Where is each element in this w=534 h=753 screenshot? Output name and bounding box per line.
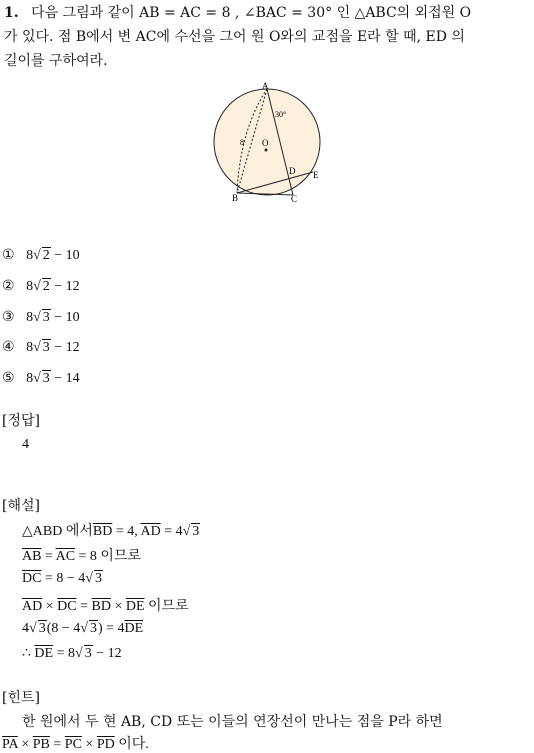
hint-heading: [힌트] [2,690,40,706]
label-o: O [262,138,269,148]
choice-2[interactable]: ② 8√ 2 − 12 [2,279,80,294]
question-line-1 [4,2,471,22]
choice-5[interactable]: ⑤ 8√ 3 − 14 [2,371,80,386]
center-point [265,149,268,152]
label-angle: 30° [275,110,287,119]
hint-line-2: $\overline{PA} \times \overline{PB} = \overline{PC} \times \overline{PD}$ 이다. [2,737,149,752]
answer-value: 4 [22,437,29,452]
label-b: B [232,193,239,203]
label-a: A [262,81,269,91]
question-line-2: 가 있다. 점 B에서 변 AC에 수선을 그어 원 O와의 교점을 E라 할 때, ED 의 [4,29,465,45]
answer-heading: [정답] [2,413,40,429]
question-line-3: 길이를 구하여라. [4,53,108,69]
solution-line-4: $\overline{AD} \times \overline{DC} = \overline{BD} \times \overline{DE}$ 이므로 [22,599,189,614]
label-d: D [289,166,296,176]
solution-heading: [해설] [2,498,40,514]
hint-line-1: 한 원에서 두 현 AB, CD 또는 이들의 연장선이 만나는 점을 P라 하면 [22,714,443,730]
solution-line-5: 4√ 3(8 − 4√ $3) = 4\overline{DE}$ [22,621,144,636]
solution-line-1: △ABD 에서$\overline{BD} = 4$, $\overline{AD} = 4√$ 3 [22,524,200,539]
label-c: C [291,194,298,204]
question-number: 1. [4,5,19,21]
label-e: E [313,170,319,180]
choice-1[interactable]: ① 8√ 2 − 10 [2,248,80,263]
question-text-1: 다음 그림과 같이 AB = AC = 8 , ∠BAC = 30° 인 △ABC의 외접원 O [31,5,472,21]
choice-4[interactable]: ④ 8√ 3 − 12 [2,340,80,355]
label-side: 8 [240,138,244,147]
solution-line-2: $\overline{AB} = \overline{AC} = 8$ 이므로 [22,549,141,564]
solution-line-6: ∴ $\overline{DE} = 8√$ 3 − 12 [22,646,122,661]
solution-line-3: $\overline{DC} = 8 - 4√$ 3 [22,571,102,586]
circle-figure [205,80,335,205]
choice-3[interactable]: ③ 8√ 3 − 10 [2,310,80,325]
